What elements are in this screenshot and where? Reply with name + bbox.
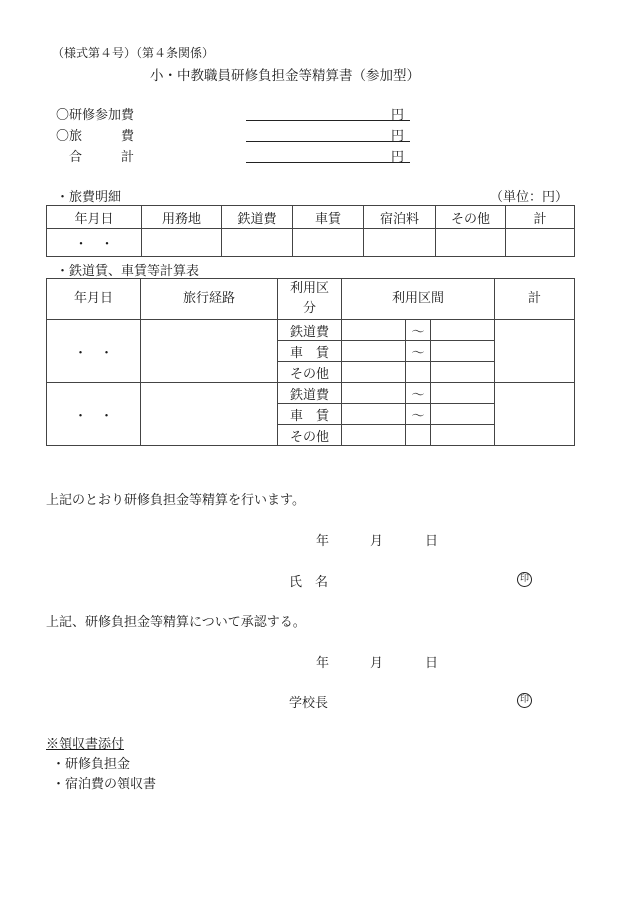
section-to-cell[interactable] (431, 341, 495, 362)
section-to-cell[interactable] (431, 320, 495, 341)
section-from-cell[interactable] (342, 404, 406, 425)
travel-detail-heading: ・旅費明細 (56, 190, 122, 205)
fare-calculation-table (46, 278, 575, 446)
principal-label: 学校長 (289, 696, 329, 711)
category-cell: その他 (278, 425, 342, 446)
table-row (47, 229, 575, 257)
destination-cell[interactable] (142, 229, 222, 257)
fee-amount-field[interactable] (246, 146, 410, 163)
total-cell[interactable] (506, 229, 575, 257)
yen-unit: 円 (390, 108, 404, 123)
column-header: 年月日 (47, 206, 142, 229)
column-header: 旅行経路 (141, 279, 278, 320)
day-label: 日 (425, 656, 439, 671)
yen-unit: 円 (390, 150, 404, 165)
category-cell: 鉄道費 (278, 383, 342, 404)
category-cell: 鉄道費 (278, 320, 342, 341)
section-to-cell[interactable] (431, 404, 495, 425)
fare-table-heading: ・鉄道賃、車賃等計算表 (56, 264, 200, 279)
day-label: 日 (425, 534, 439, 549)
tilde-separator: 〜 (406, 320, 431, 341)
travel-detail-table (46, 205, 575, 257)
lodging-cell[interactable] (364, 229, 436, 257)
column-header: 計 (506, 206, 575, 229)
section-to-cell[interactable] (431, 383, 495, 404)
column-header: 車賃 (293, 206, 364, 229)
tilde-separator (406, 425, 431, 446)
total-cell[interactable] (495, 320, 575, 383)
category-cell: 車 賃 (278, 404, 342, 425)
section-to-cell[interactable] (431, 425, 495, 446)
tilde-separator: 〜 (406, 404, 431, 425)
month-label: 月 (370, 534, 384, 549)
list-item: ・宿泊費の領収書 (52, 777, 157, 792)
category-header-line2: 分 (302, 301, 316, 316)
seal-icon: 印 (517, 693, 532, 708)
section-from-cell[interactable] (342, 383, 406, 404)
other-cell[interactable] (436, 229, 506, 257)
route-cell[interactable] (141, 383, 278, 446)
fee-label: 〇旅 費 (56, 129, 135, 144)
tilde-separator: 〜 (406, 341, 431, 362)
list-item: ・研修負担金 (52, 757, 131, 772)
category-cell: その他 (278, 362, 342, 383)
year-label: 年 (316, 534, 330, 549)
date-cell[interactable]: ・ ・ (47, 383, 141, 446)
date-cell[interactable]: ・ ・ (47, 320, 141, 383)
section-from-cell[interactable] (342, 425, 406, 446)
table-row (47, 320, 575, 341)
yen-unit: 円 (390, 129, 404, 144)
category-cell: 車 賃 (278, 341, 342, 362)
column-header: 年月日 (47, 279, 141, 320)
form-number: （様式第４号）（第４条関係） (52, 46, 215, 60)
declaration-statement: 上記のとおり研修負担金等精算を行います。 (46, 493, 305, 508)
total-cell[interactable] (495, 383, 575, 446)
section-from-cell[interactable] (342, 362, 406, 383)
route-cell[interactable] (141, 320, 278, 383)
name-label: 氏 名 (289, 575, 329, 590)
tilde-separator: 〜 (406, 383, 431, 404)
section-from-cell[interactable] (342, 320, 406, 341)
month-label: 月 (370, 656, 384, 671)
column-header: 鉄道費 (222, 206, 293, 229)
seal-icon: 印 (517, 572, 532, 587)
fee-amount-field[interactable] (246, 125, 410, 142)
column-header: 宿泊料 (364, 206, 436, 229)
fee-amount-field[interactable] (246, 104, 410, 121)
table-row (47, 383, 575, 404)
car-fare-cell[interactable] (293, 229, 364, 257)
tilde-separator (406, 362, 431, 383)
column-header: 利用区間 (342, 279, 495, 320)
receipt-note-heading: ※領収書添付 (46, 737, 125, 752)
category-header-line1: 利用区 (289, 281, 329, 296)
section-from-cell[interactable] (342, 341, 406, 362)
fee-label: 〇研修参加費 (56, 108, 135, 123)
year-label: 年 (316, 656, 330, 671)
unit-note: （単位：円） (490, 190, 569, 205)
column-header (278, 279, 342, 320)
column-header: 計 (495, 279, 575, 320)
column-header: その他 (436, 206, 506, 229)
column-header: 用務地 (142, 206, 222, 229)
section-to-cell[interactable] (431, 362, 495, 383)
page-title: 小・中教職員研修負担金等精算書（参加型） (150, 68, 420, 84)
rail-fare-cell[interactable] (222, 229, 293, 257)
approval-statement: 上記、研修負担金等精算について承認する。 (46, 615, 306, 630)
fee-label: 合 計 (56, 150, 135, 165)
date-cell[interactable]: ・ ・ (47, 229, 142, 257)
